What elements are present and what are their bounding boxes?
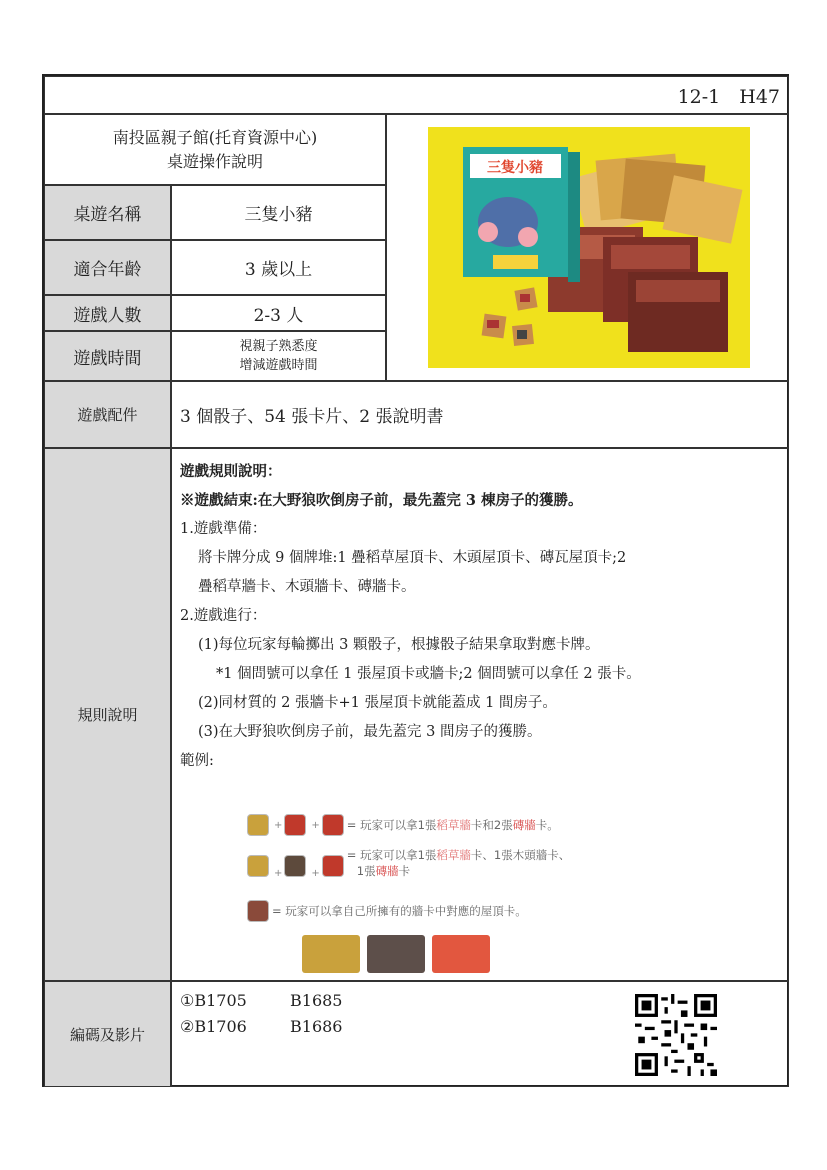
roof-die-icon bbox=[247, 900, 269, 922]
game-name-label-cell bbox=[44, 185, 171, 240]
step1-text-a: 將卡牌分成 9 個牌堆:1 疊稻草屋頂卡、木頭屋頂卡、磚瓦屋頂卡;2 bbox=[198, 550, 627, 566]
document-code bbox=[44, 76, 789, 114]
example-label: 範例: bbox=[180, 753, 214, 769]
example-1-mid: 卡和2張 bbox=[470, 817, 513, 832]
example-1-brick: 磚牆 bbox=[512, 817, 536, 832]
example-1-straw: 稻草牆 bbox=[436, 817, 471, 832]
example-row-3 bbox=[247, 895, 527, 927]
code-b2: B1686 bbox=[290, 1017, 343, 1036]
example-2-text bbox=[347, 847, 570, 879]
plus-icon: + bbox=[274, 819, 283, 831]
media-label: 編碼及影片 bbox=[69, 1025, 145, 1044]
straw-die-icon bbox=[247, 855, 269, 877]
rules-label-cell bbox=[44, 448, 171, 981]
parts-value-cell bbox=[171, 381, 789, 448]
qr-code-icon[interactable] bbox=[635, 994, 717, 1076]
item-codes bbox=[180, 988, 400, 1040]
step1-text-b: 疊稻草牆卡、木頭牆卡、磚牆卡。 bbox=[198, 579, 416, 595]
svg-text:三隻小豬: 三隻小豬 bbox=[487, 160, 543, 176]
time-label: 遊戲時間 bbox=[73, 348, 142, 369]
example-2-mid: 卡、1張木頭牆卡、 bbox=[470, 848, 571, 862]
players-value-cell bbox=[171, 295, 386, 331]
example-1-post: 卡。 bbox=[535, 817, 559, 832]
time-value-line2: 增減遊戲時間 bbox=[239, 358, 318, 373]
example-illustration bbox=[247, 807, 633, 977]
players-label: 遊戲人數 bbox=[73, 305, 142, 326]
rules-goal: ※遊戲結束:在大野狼吹倒房子前，最先蓋完 3 棟房子的獲勝。 bbox=[180, 492, 583, 509]
brick-die-icon bbox=[322, 855, 344, 877]
product-photo bbox=[428, 127, 750, 368]
plus-icon: + bbox=[311, 868, 320, 879]
brick-die-icon bbox=[284, 814, 306, 836]
step2-title: 2.遊戲進行： bbox=[180, 608, 267, 624]
players-label-cell bbox=[44, 295, 171, 331]
rules-heading: 遊戲規則說明： bbox=[180, 463, 282, 480]
step2-rule-3: (3)在大野狼吹倒房子前，最先蓋完 3 間房子的獲勝。 bbox=[198, 724, 542, 740]
wood-die-icon bbox=[284, 855, 306, 877]
example-row-2 bbox=[247, 847, 570, 887]
game-name-label: 桌遊名稱 bbox=[73, 205, 142, 225]
plus-icon: + bbox=[274, 868, 283, 879]
brick-wall-card-icon bbox=[432, 935, 490, 973]
step2-note: *1 個問號可以拿任 1 張屋頂卡或牆卡;2 個問號可以拿任 2 張卡。 bbox=[216, 666, 641, 682]
age-value: 3 歲以上 bbox=[244, 260, 313, 280]
age-label: 適合年齡 bbox=[73, 260, 142, 280]
parts-label: 遊戲配件 bbox=[77, 406, 138, 424]
document-sheet bbox=[42, 74, 789, 1087]
code-a2: B1685 bbox=[290, 991, 343, 1010]
players-value: 2-3 人 bbox=[253, 305, 304, 326]
straw-wall-card-icon bbox=[302, 935, 360, 973]
age-label-cell bbox=[44, 240, 171, 295]
parts-value: 3 個骰子、54 張卡片、2 張說明書 bbox=[180, 407, 444, 427]
wood-wall-card-icon bbox=[367, 935, 425, 973]
organization-header bbox=[44, 114, 386, 185]
document-code-text: 12-1 H47 bbox=[677, 85, 780, 108]
code-a1: ①B1705 bbox=[180, 991, 247, 1010]
time-value-line1: 視親子熟悉度 bbox=[239, 339, 318, 354]
organization-name: 南投區親子館(托育資源中心) bbox=[112, 127, 318, 147]
product-photo-illustration bbox=[428, 127, 750, 368]
example-2-line2-pre: 1張 bbox=[356, 864, 376, 878]
step2-rule-1: (1)每位玩家每輪擲出 3 顆骰子，根據骰子結果拿取對應卡牌。 bbox=[198, 637, 600, 653]
rules-label: 規則說明 bbox=[77, 706, 138, 724]
example-2-post: 卡 bbox=[398, 864, 411, 878]
example-2-pre: = 玩家可以拿1張 bbox=[346, 848, 437, 862]
document-subtitle: 桌遊操作說明 bbox=[166, 151, 263, 171]
parts-label-cell bbox=[44, 381, 171, 448]
game-name-value: 三隻小豬 bbox=[244, 205, 313, 225]
age-value-cell bbox=[171, 240, 386, 295]
example-2-brick: 磚牆 bbox=[375, 864, 399, 878]
step2-rule-2: (2)同材質的 2 張牆卡+1 張屋頂卡就能蓋成 1 間房子。 bbox=[198, 695, 557, 711]
example-row-1 bbox=[247, 809, 559, 841]
brick-die-icon bbox=[322, 814, 344, 836]
time-value-cell bbox=[171, 331, 386, 381]
media-value-cell bbox=[171, 981, 789, 1087]
code-b1: ②B1706 bbox=[180, 1017, 247, 1036]
rules-content bbox=[171, 448, 789, 981]
time-label-cell bbox=[44, 331, 171, 381]
straw-die-icon bbox=[247, 814, 269, 836]
step1-title: 1.遊戲準備： bbox=[180, 521, 267, 537]
media-label-cell bbox=[44, 981, 171, 1087]
game-box-icon bbox=[463, 147, 580, 282]
plus-icon: + bbox=[311, 819, 320, 831]
game-name-value-cell bbox=[171, 185, 386, 240]
example-3-text: = 玩家可以拿自己所擁有的牆卡中對應的屋頂卡。 bbox=[272, 903, 527, 918]
example-2-straw: 稻草牆 bbox=[436, 848, 471, 862]
example-1-pre: = 玩家可以拿1張 bbox=[346, 817, 437, 832]
